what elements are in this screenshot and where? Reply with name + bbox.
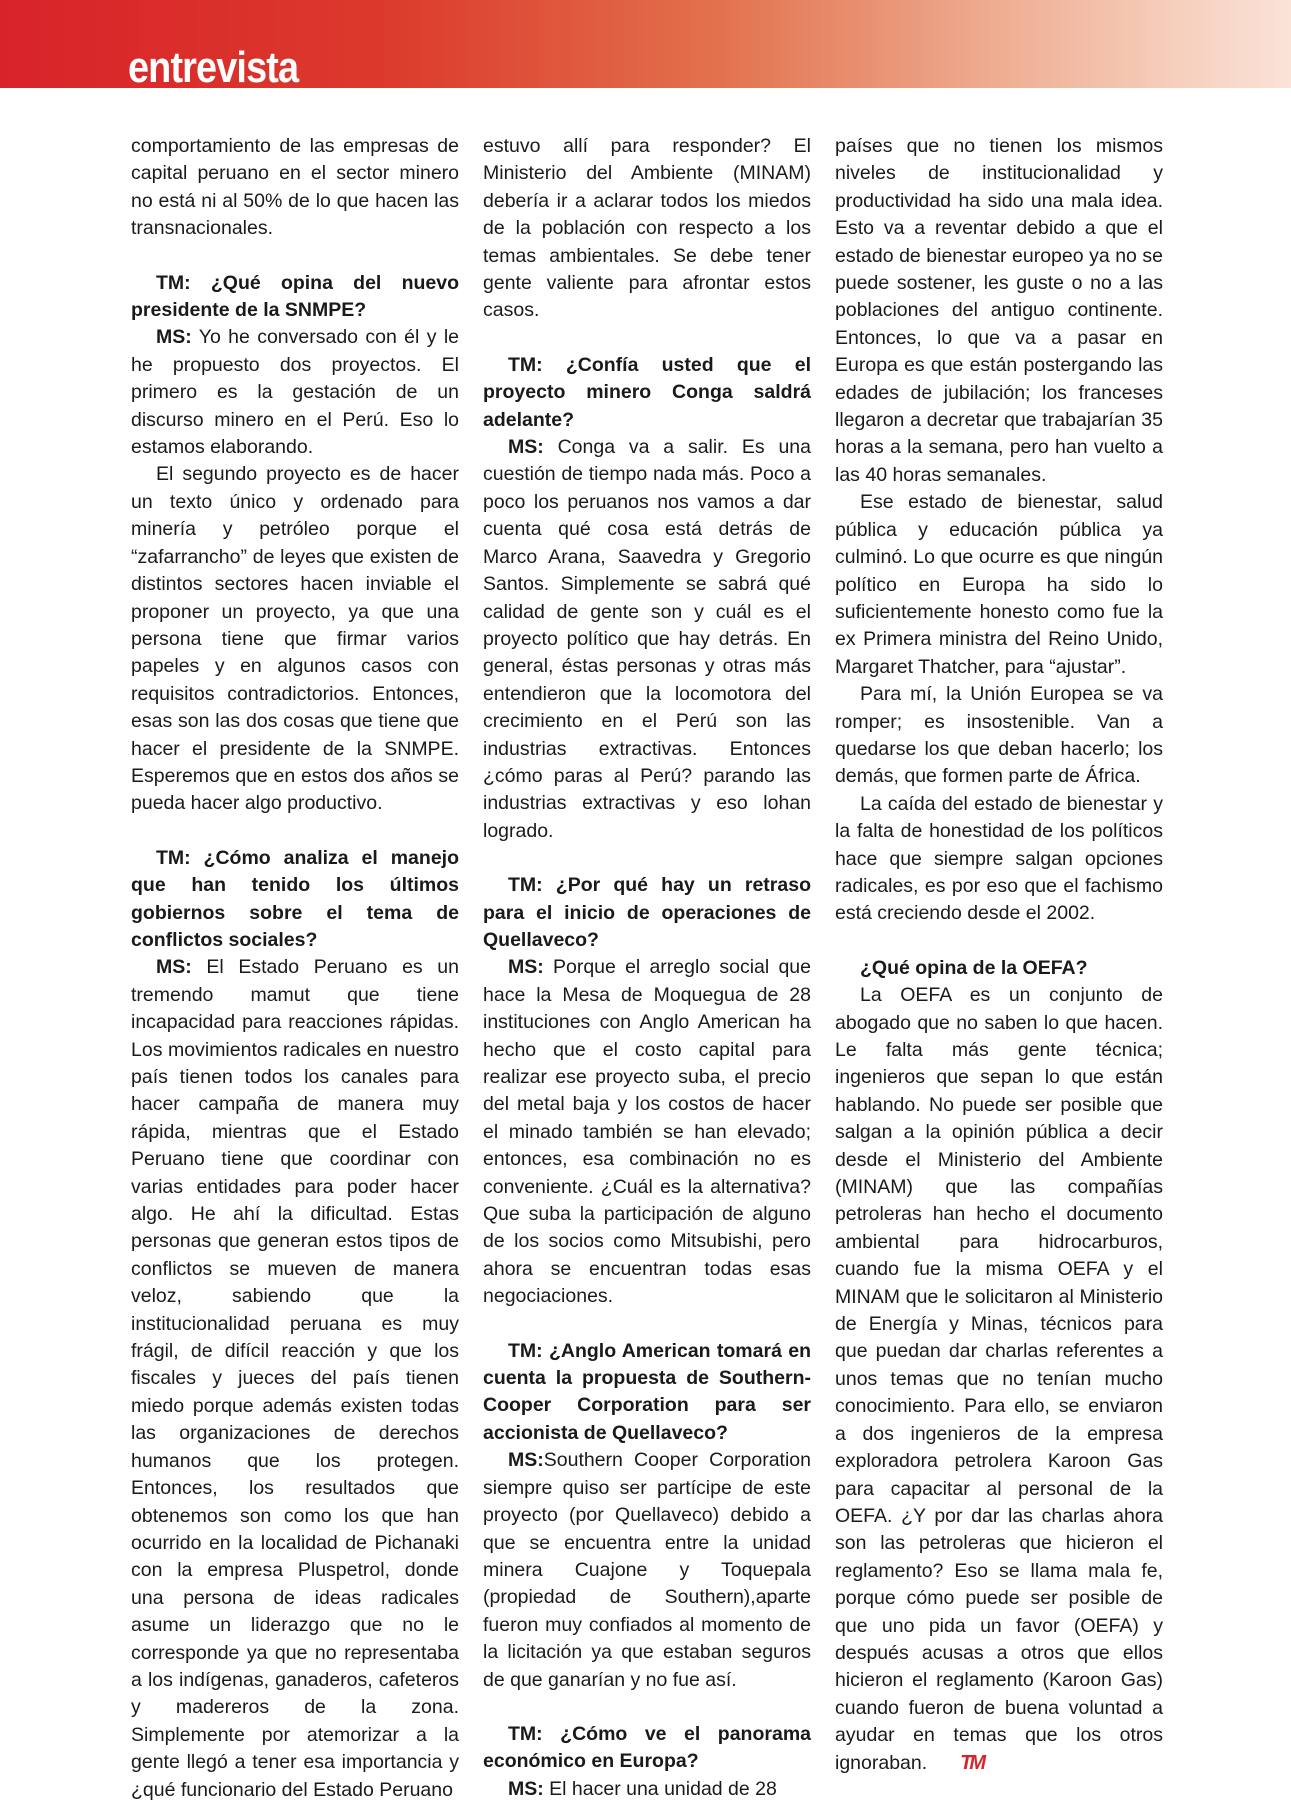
paragraph: La caída del estado de bienestar y la falta de honestidad de los políticos hace que siempre salgan opciones radicales, es por eso que el fachismo está creciendo desde el 2002. — [835, 792, 1163, 925]
paragraph: estuvo allí para responder? El Ministerio del Ambiente (MINAM) debería ir a aclarar todos los miedos de la población con respecto a los temas ambientales. Se debe tener gente valiente para afrontar estos casos. — [483, 135, 811, 322]
question-heading: ¿Qué opina de la OEFA? — [860, 956, 1088, 979]
paragraph: comportamiento de las empresas de capital peruano en el sector minero no está ni al 50% de lo que hacen las transnacionales. — [131, 135, 459, 240]
question-heading: TM: ¿Qué opina del nuevo presidente de la SNMPE? — [131, 271, 459, 322]
answer-paragraph — [483, 434, 811, 845]
answer-paragraph — [835, 982, 1163, 1777]
speaker-label: MS: — [508, 1777, 544, 1800]
question-heading: TM: ¿Anglo American tomará en cuenta la propuesta de Southern-Cooper Corporation para ser accionista de Quellaveco? — [483, 1339, 811, 1444]
speaker-label: MS: — [156, 956, 192, 979]
answer-text: Porque el arreglo social que hace la Mesa de Moquegua de 28 instituciones con Anglo American ha hecho que el costo capital para realizar ese proyecto suba, el precio del metal baja y los costos de hacer el minado también se han elevado; entonces, esa combinación no es conveniente. ¿Cuál es la alternativa? Que suba la participación de alguno de los socios como Mitsubishi, pero ahora se encuentran todas esas negociaciones. — [483, 956, 811, 1308]
speaker-label: MS: — [508, 956, 544, 979]
paragraph: Ese estado de bienestar, salud pública y educación pública ya culminó. Lo que ocurre es que ningún político en Europa ha sido lo suficientemente honesto como fue la ex Primera ministra del Reino Unido, Margaret Thatcher, para “ajustar”. — [835, 491, 1163, 678]
question-heading: TM: ¿Confía usted que el proyecto minero Conga saldrá adelante? — [483, 353, 811, 431]
answer-text: Conga va a salir. Es una cuestión de tiempo nada más. Poco a poco los peruanos nos vamos a dar cuenta qué cosa está detrás de Marco Arana, Saavedra y Gregorio Santos. Simplemente se sabrá qué calidad de gente son y cuál es el proyecto político que hay detrás. En general, éstas personas y otras más entendieron que la locomotora del crecimiento en el Perú son las industrias extractivas. Entonces ¿cómo paras al Perú? parando las industrias extractivas y eso lohan logrado. — [483, 436, 811, 842]
question-heading: TM: ¿Cómo ve el panorama económico en Europa? — [483, 1722, 811, 1773]
question-heading: TM: ¿Cómo analiza el manejo que han tenido los últimos gobiernos sobre el tema de conflictos sociales? — [131, 846, 459, 951]
column-2 — [483, 133, 811, 1803]
answer-paragraph — [131, 324, 459, 461]
answer-text: El hacer una unidad de 28 — [543, 1777, 777, 1800]
answer-paragraph — [483, 1447, 811, 1694]
answer-text: La OEFA es un conjunto de abogado que no saben lo que hacen. Le falta más gente técnica; ingenieros que sepan lo que están hablando. No puede ser posible que salgan a la opinión pública a decir desde el Ministerio del Ambiente (MINAM) que las compañías petroleras han hecho el documento ambiental para hidrocarburos, cuando fue la misma OEFA y el MINAM que le solicitaron al Ministerio de Energía y Minas, técnicos para que puedan dar charlas referentes a unos temas que no tenían mucho conocimiento. Para ello, se enviaron a dos ingenieros de la empresa exploradora petrolera Karoon Gas para capacitar al personal de la OEFA. ¿Y por dar las charlas ahora son las petroleras que hicieron el reglamento? Eso se llama mala fe, porque cómo puede ser posible de que uno pida un favor (OEFA) y después acusas a otros que ellos hicieron el reglamento (Karoon Gas) cuando fueron de buena voluntad a ayudar en temas que los otros ignoraban. — [835, 984, 1163, 1774]
answer-text: El Estado Peruano es un tremendo mamut que tiene incapacidad para reacciones rápidas. Los movimientos radicales en nuestro país tienen todos los canales para hacer campaña de manera muy rápida, mientras que el Estado Peruano tiene que coordinar con varias entidades para poder hacer algo. He ahí la dificultad. Estas personas que generan estos tipos de conflictos se mueven de manera veloz, sabiendo que la institucionalidad peruana es muy frágil, de difícil reacción y que los fiscales y jueces del país tienen miedo porque además existen todas las organizaciones de derechos humanos que los protegen. Entonces, los resultados que obtenemos son como los que han ocurrido en la localidad de Pichanaki con la empresa Pluspetrol, donde una persona de ideas radicales asume un liderazgo que no le corresponde ya que no representaba a los indígenas, ganaderos, cafeteros y madereros de la zona. Simplemente por atemorizar a la gente llegó a tener esa importancia y ¿qué funcionario del Estado Peruano — [131, 956, 459, 1801]
speaker-label: MS: — [508, 1449, 544, 1472]
answer-paragraph — [483, 1776, 811, 1803]
paragraph: países que no tienen los mismos niveles de institucionalidad y productividad ha sido una mala idea. Esto va a reventar debido a que el estado de bienestar europeo ya no se puede sostener, les guste o no a las poblaciones del antiguo continente. Entonces, lo que va a pasar en Europa es que están postergando las edades de jubilación; los franceses llegaron a decretar que trabajarían 35 horas a la semana, pero han vuelto a las 40 horas semanales. — [835, 135, 1163, 486]
paragraph: El segundo proyecto es de hacer un texto único y ordenado para minería y petróleo porque el “zafarrancho” de leyes que existen de distintos sectores hacen inviable el proponer un proyecto, ya que una persona tiene que firmar varios papeles y en algunos casos con requisitos contradictorios. Entonces, esas son las dos cosas que tiene que hacer el presidente de la SNMPE. Esperemos que en estos dos años se pueda hacer algo productivo. — [131, 463, 459, 815]
end-mark-logo: TM — [960, 1751, 984, 1774]
column-3 — [835, 133, 1163, 1777]
column-1 — [131, 133, 459, 1804]
section-title: entrevista — [128, 43, 299, 92]
answer-paragraph — [131, 954, 459, 1804]
speaker-label: MS: — [508, 436, 544, 459]
question-heading: TM: ¿Por qué hay un retraso para el inicio de operaciones de Quellaveco? — [483, 874, 811, 951]
speaker-label: MS: — [156, 326, 192, 349]
answer-text: Southern Cooper Corporation siempre quiso ser partícipe de este proyecto (por Quellaveco) debido a que se encuentra entre la unidad minera Cuajone y Toquepala (propiedad de Southern),aparte fueron muy confiados al momento de la licitación ya que estaban seguros de que ganarían y no fue así. — [483, 1449, 811, 1691]
answer-paragraph — [483, 954, 811, 1310]
answer-text: Yo he conversado con él y le he propuesto dos proyectos. El primero es la gestación de un discurso minero en el Perú. Eso lo estamos elaborando. — [131, 326, 459, 459]
paragraph: Para mí, la Unión Europea se va romper; es insostenible. Van a quedarse los que deban hacerlo; los demás, que formen parte de África. — [835, 683, 1163, 788]
